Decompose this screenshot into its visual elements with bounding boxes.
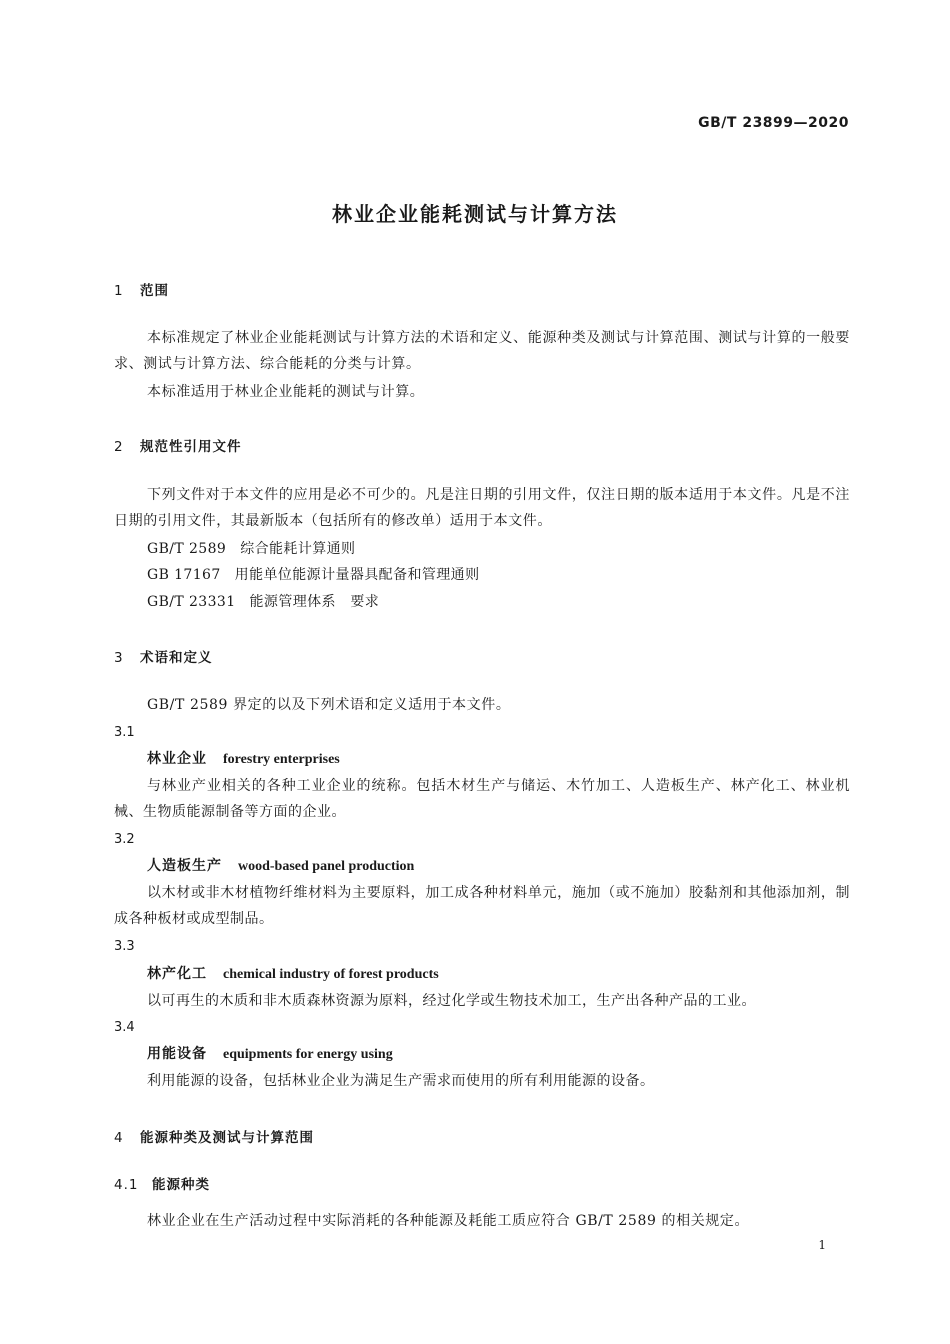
section-3-intro: GB/T 2589 界定的以及下列术语和定义适用于本文件。 — [147, 697, 511, 713]
section-number: 2 — [114, 439, 124, 455]
term-entry — [114, 853, 883, 880]
section-title: 能源种类及测试与计算范围 — [140, 1130, 314, 1146]
section-2-heading — [114, 435, 850, 455]
term-chinese: 林业企业 — [147, 751, 207, 767]
term-definition: 以木材或非木材植物纤维材料为主要原料，加工成各种材料单元，施加（或不施加）胶黏剂和其他添加剂，制成各种板材或成型制品。 — [114, 885, 850, 927]
term-entry — [114, 961, 883, 988]
section-title: 范围 — [140, 283, 169, 299]
section-title: 规范性引用文件 — [140, 439, 242, 455]
section-1-heading — [114, 279, 850, 299]
subsection-title: 能源种类 — [152, 1177, 210, 1193]
reference-code: GB 17167 — [147, 567, 221, 583]
section-2-paragraph-1: 下列文件对于本文件的应用是必不可少的。凡是注日期的引用文件，仅注日期的版本适用于本文件。凡是不注日期的引用文件，其最新版本（包括所有的修改单）适用于本文件。 — [114, 487, 850, 529]
term-number: 3.2 — [114, 832, 135, 847]
reference-title: 综合能耗计算通则 — [240, 541, 356, 557]
standard-code: GB/T 23899—2020 — [698, 115, 849, 131]
section-title: 术语和定义 — [140, 650, 213, 666]
term-english: forestry enterprises — [223, 752, 340, 767]
term-chinese: 用能设备 — [147, 1046, 207, 1062]
term-chinese: 林产化工 — [147, 966, 207, 982]
reference-code: GB/T 23331 — [147, 594, 236, 610]
term-number: 3.1 — [114, 725, 135, 740]
term-english: equipments for energy using — [223, 1047, 393, 1062]
section-number: 4 — [114, 1130, 124, 1146]
section-3-heading — [114, 646, 850, 666]
term-definition: 利用能源的设备，包括林业企业为满足生产需求而使用的所有利用能源的设备。 — [147, 1073, 655, 1089]
normative-reference — [114, 562, 883, 588]
term-entry — [114, 746, 883, 773]
normative-reference — [114, 589, 883, 615]
section-1-paragraph-1: 本标准规定了林业企业能耗测试与计算方法的术语和定义、能源种类及测试与计算范围、测试与计算的一般要求、测试与计算方法、综合能耗的分类与计算。 — [114, 330, 850, 372]
page-number: 1 — [818, 1238, 826, 1252]
term-english: wood-based panel production — [238, 859, 415, 874]
reference-code: GB/T 2589 — [147, 541, 227, 557]
subsection-4-1-paragraph: 林业企业在生产活动过程中实际消耗的各种能源及耗能工质应符合 GB/T 2589 的相关规定。 — [147, 1213, 750, 1229]
section-1-paragraph-2: 本标准适用于林业企业能耗的测试与计算。 — [147, 384, 425, 400]
normative-reference — [114, 536, 883, 562]
section-number: 3 — [114, 650, 124, 666]
section-number: 1 — [114, 283, 124, 299]
term-entry — [114, 1041, 883, 1068]
reference-title: 用能单位能源计量器具配备和管理通则 — [234, 567, 480, 583]
term-number: 3.4 — [114, 1020, 135, 1035]
term-number: 3.3 — [114, 939, 135, 954]
reference-title: 能源管理体系 要求 — [249, 594, 380, 610]
subsection-number: 4.1 — [114, 1177, 139, 1193]
document-title: 林业企业能耗测试与计算方法 — [332, 202, 618, 226]
subsection-4-1-heading — [114, 1173, 850, 1193]
section-4-heading — [114, 1126, 850, 1146]
term-english: chemical industry of forest products — [223, 967, 439, 982]
term-definition: 与林业产业相关的各种工业企业的统称。包括木材生产与储运、木竹加工、人造板生产、林产化工、林业机械、生物质能源制备等方面的企业。 — [114, 778, 850, 820]
term-chinese: 人造板生产 — [147, 858, 222, 874]
term-definition: 以可再生的木质和非木质森林资源为原料，经过化学或生物技术加工，生产出各种产品的工业。 — [147, 993, 756, 1009]
